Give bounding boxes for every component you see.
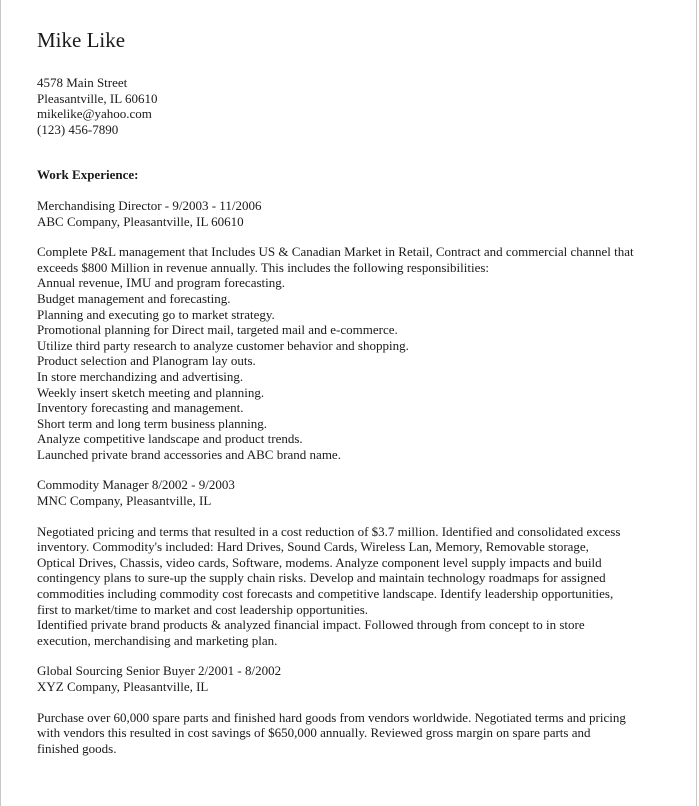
contact-block bbox=[37, 75, 676, 137]
job-description-line: inventory. Commodity's included: Hard Drives, Sound Cards, Wireless Lan, Memory, Removable storage, bbox=[37, 539, 589, 555]
resume-name: Mike Like bbox=[37, 28, 126, 52]
job-description-line: In store merchandizing and advertising. bbox=[37, 368, 244, 384]
job-header bbox=[37, 198, 676, 229]
job-description-line: Promotional planning for Direct mail, targeted mail and e-commerce. bbox=[37, 322, 398, 338]
job-description-line: Inventory forecasting and management. bbox=[37, 400, 244, 416]
job-description-line: Budget management and forecasting. bbox=[37, 290, 231, 306]
job-description-line: Purchase over 60,000 spare parts and finished hard goods from vendors worldwide. Negotiated terms and pricing bbox=[37, 709, 626, 725]
job-description-line: execution, merchandising and marketing plan. bbox=[37, 632, 278, 648]
job-description-line: Weekly insert sketch meeting and planning. bbox=[37, 384, 265, 400]
job-company-line: MNC Company, Pleasantville, IL bbox=[37, 493, 212, 509]
work-experience-list bbox=[37, 198, 676, 756]
work-experience-heading: Work Experience: bbox=[37, 167, 139, 183]
contact-street: 4578 Main Street bbox=[37, 75, 128, 90]
job-title-line: Merchandising Director - 9/2003 - 11/2006 bbox=[37, 197, 262, 213]
job-description-line: Negotiated pricing and terms that resulted in a cost reduction of $3.7 million. Identified and consolidated excess bbox=[37, 523, 621, 539]
job-title-line: Commodity Manager 8/2002 - 9/2003 bbox=[37, 477, 235, 493]
contact-email: mikelike@yahoo.com bbox=[37, 106, 152, 122]
job-description bbox=[37, 244, 676, 462]
job-description-line: exceeds $800 Million in revenue annually. This includes the following responsibilities: bbox=[37, 259, 490, 275]
job-description-line: Optical Drives, Chassis, video cards, Software, modems. Analyze component level supply impacts and build bbox=[37, 554, 602, 570]
job-description-line: Short term and long term business planning. bbox=[37, 415, 268, 431]
job-title-line: Global Sourcing Senior Buyer 2/2001 - 8/2002 bbox=[37, 663, 282, 679]
job-description-line: Planning and executing go to market strategy. bbox=[37, 306, 275, 322]
job-header bbox=[37, 477, 676, 508]
job-company-line: ABC Company, Pleasantville, IL 60610 bbox=[37, 213, 244, 229]
job-description-line: Utilize third party research to analyze customer behavior and shopping. bbox=[37, 337, 409, 353]
job-description bbox=[37, 524, 676, 649]
contact-city: Pleasantville, IL 60610 bbox=[37, 90, 158, 106]
job-description-line: first to market/time to market and cost leadership opportunities. bbox=[37, 601, 369, 617]
job-company-line: XYZ Company, Pleasantville, IL bbox=[37, 679, 209, 694]
job-description bbox=[37, 710, 676, 757]
job-description-line: Launched private brand accessories and ABC brand name. bbox=[37, 446, 341, 462]
job-description-line: finished goods. bbox=[37, 740, 117, 756]
job-description-line: contingency plans to sure-up the supply chain risks. Develop and maintain technology roadmaps for assigned bbox=[37, 570, 606, 586]
contact-phone: (123) 456-7890 bbox=[37, 121, 119, 137]
job-description-line: with vendors this resulted in cost savings of $650,000 annually. Reviewed gross margin on spare parts and bbox=[37, 725, 591, 741]
job-description-line: Product selection and Planogram lay outs. bbox=[37, 353, 256, 369]
job-description-line: Annual revenue, IMU and program forecasting. bbox=[37, 275, 285, 291]
job-header bbox=[37, 663, 676, 694]
job-description-line: Identified private brand products & analyzed financial impact. Followed through from concept to in store bbox=[37, 617, 585, 633]
job-description-line: Analyze competitive landscape and product trends. bbox=[37, 431, 303, 447]
job-description-line: commodities including commodity cost forecasts and competitive landscape. Identify leadership opportunities, bbox=[37, 586, 614, 602]
job-description-line: Complete P&L management that Includes US & Canadian Market in Retail, Contract and commercial channel that bbox=[37, 244, 634, 260]
